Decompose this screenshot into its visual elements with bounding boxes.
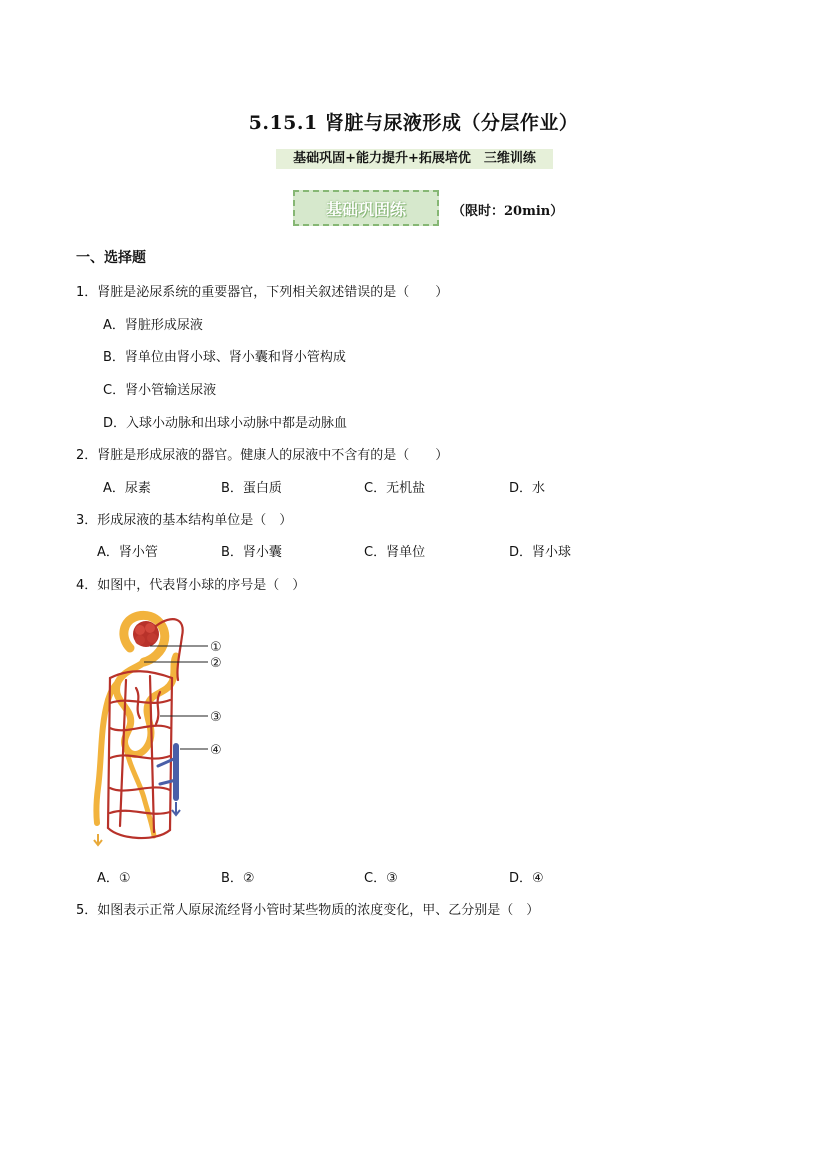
nephron-figure bbox=[90, 608, 240, 848]
question-2-option-b[interactable]: B．蛋白质 bbox=[221, 481, 282, 496]
question-1-option-c[interactable]: C．肾小管输送尿液 bbox=[103, 383, 217, 398]
question-1-stem: 1．肾脏是泌尿系统的重要器官，下列相关叙述错误的是（ ） bbox=[76, 285, 449, 300]
figure-label-2: ② bbox=[210, 656, 222, 671]
question-4-option-d[interactable]: D．④ bbox=[509, 871, 544, 886]
section-heading: 一、选择题 bbox=[76, 250, 146, 266]
question-2-option-a[interactable]: A．尿素 bbox=[103, 481, 151, 496]
question-2-option-d[interactable]: D．水 bbox=[509, 481, 546, 496]
page-title: 5.15.1 肾脏与尿液形成（分层作业） bbox=[248, 112, 579, 134]
time-limit: （限时：20min） bbox=[452, 204, 564, 219]
question-2-stem: 2．肾脏是形成尿液的器官。健康人的尿液中不含有的是（ ） bbox=[76, 448, 449, 463]
question-1-option-d[interactable]: D．入球小动脉和出球小动脉中都是动脉血 bbox=[103, 416, 348, 431]
figure-label-4: ④ bbox=[210, 743, 222, 758]
question-3-option-c[interactable]: C．肾单位 bbox=[364, 545, 426, 560]
question-4-option-c[interactable]: C．③ bbox=[364, 871, 398, 886]
question-2-option-c[interactable]: C．无机盐 bbox=[364, 481, 426, 496]
subtitle-banner: 基础巩固+能力提升+拓展培优 三维训练 bbox=[276, 149, 553, 169]
question-4-stem: 4．如图中，代表肾小球的序号是（ ） bbox=[76, 578, 306, 593]
question-3-stem: 3．形成尿液的基本结构单位是（ ） bbox=[76, 513, 293, 528]
question-3-option-b[interactable]: B．肾小囊 bbox=[221, 545, 282, 560]
section-badge: 基础巩固练 bbox=[293, 190, 439, 226]
question-3-option-d[interactable]: D．肾小球 bbox=[509, 545, 572, 560]
question-5-stem: 5．如图表示正常人原尿流经肾小管时某些物质的浓度变化，甲、乙分别是（ ） bbox=[76, 903, 540, 918]
question-4-option-b[interactable]: B．② bbox=[221, 871, 255, 886]
question-3-option-a[interactable]: A．肾小管 bbox=[97, 545, 158, 560]
figure-label-1: ① bbox=[210, 640, 222, 655]
figure-label-3: ③ bbox=[210, 710, 222, 725]
question-1-option-a[interactable]: A．肾脏形成尿液 bbox=[103, 318, 203, 333]
question-1-option-b[interactable]: B．肾单位由肾小球、肾小囊和肾小管构成 bbox=[103, 350, 346, 365]
question-4-option-a[interactable]: A．① bbox=[97, 871, 131, 886]
